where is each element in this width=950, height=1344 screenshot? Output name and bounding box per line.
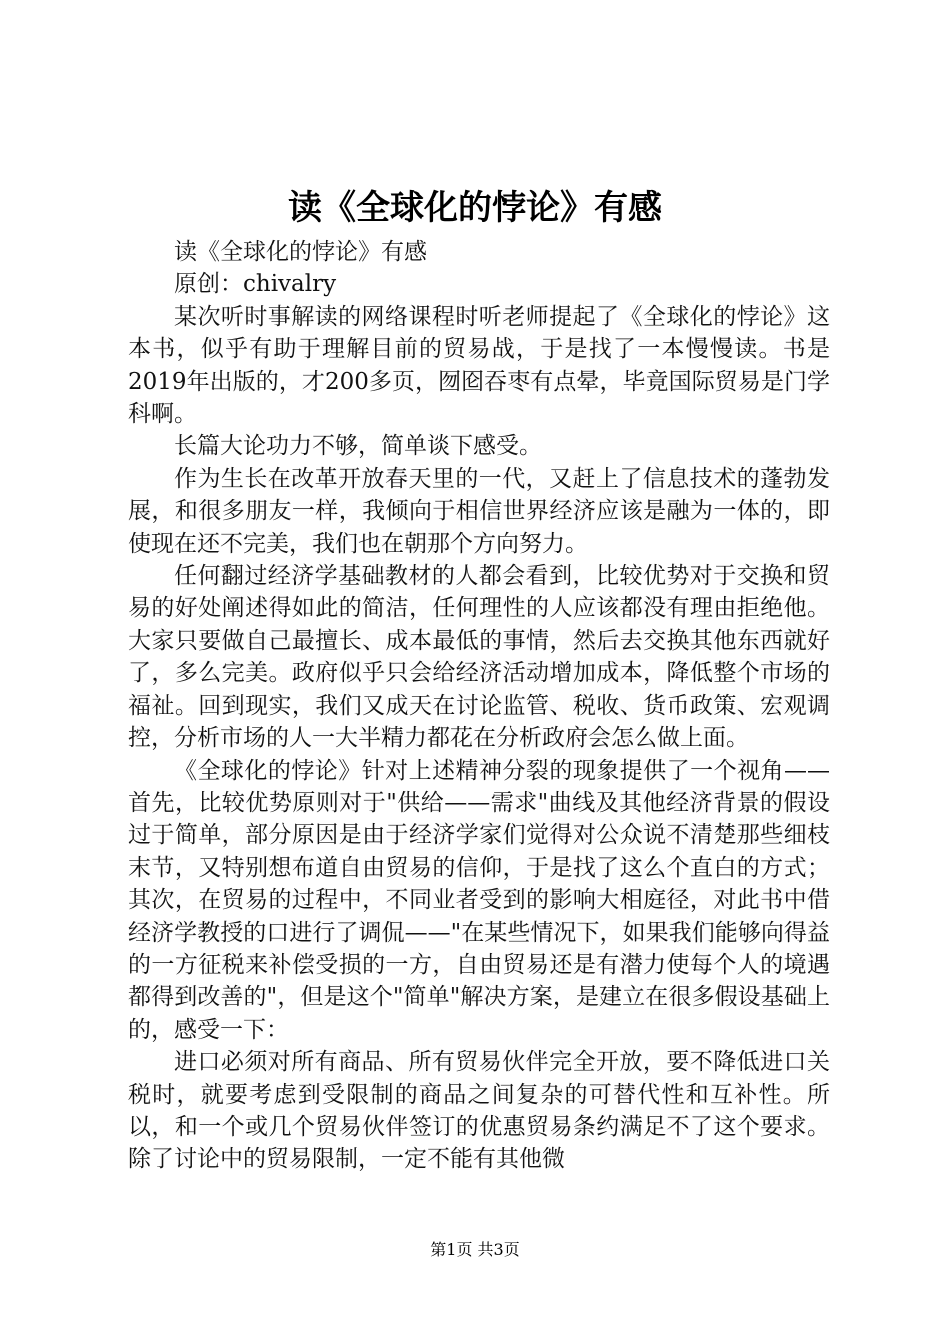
page-footer: 第1页 共3页 bbox=[430, 1240, 520, 1259]
paragraph: 任何翻过经济学基础教材的人都会看到，比较优势对于交换和贸易的好处阐述得如此的简洁，任何理性的人应该都没有理由拒绝他。大家只要做自己最擅长、成本最低的事情，然后去交换其他东西就好了，多么完美。政府似乎只会给经济活动增加成本，降低整个市场的福祉。回到现实，我们又成天在讨论监管、税收、货币政策、宏观调控，分析市场的人一大半精力都花在分析政府会怎么做上面。 bbox=[128, 563, 830, 752]
document-body bbox=[128, 236, 830, 1176]
document-title: 读《全球化的悖论》有感 bbox=[288, 188, 662, 228]
paragraph-subtitle: 读《全球化的悖论》有感 bbox=[174, 239, 427, 265]
paragraph: 长篇大论功力不够，简单谈下感受。 bbox=[174, 433, 542, 460]
paragraph: 《全球化的悖论》针对上述精神分裂的现象提供了一个视角——首先，比较优势原则对于"供给——需求"曲线及其他经济背景的假设过于简单，部分原因是由于经济学家们觉得对公众说不清楚那些细枝末节，又特别想布道自由贸易的信仰，于是找了这么个直白的方式；其次，在贸易的过程中，不同业者受到的影响大相庭径，对此书中借经济学教授的口进行了调侃——"在某些情况下，如果我们能够向得益的一方征税来补偿受损的一方，自由贸易还是有潜力使每个人的境遇都得到改善的"，但是这个"简单"解决方案，是建立在很多假设基础上的，感受一下： bbox=[128, 757, 830, 1043]
paragraph: 作为生长在改革开放春天里的一代，又赶上了信息技术的蓬勃发展，和很多朋友一样，我倾向于相信世界经济应该是融为一体的，即使现在还不完美，我们也在朝那个方向努力。 bbox=[128, 465, 830, 557]
paragraph: 某次听时事解读的网络课程时听老师提起了《全球化的悖论》这本书，似乎有助于理解目前的贸易战，于是找了一本慢慢读。书是2019年出版的，才200多页，囫囵吞枣有点晕，毕竟国际贸易是门学科啊。 bbox=[128, 303, 830, 428]
paragraph: 进口必须对所有商品、所有贸易伙伴完全开放，要不降低进口关税时，就要考虑到受限制的商品之间复杂的可替代性和互补性。所以，和一个或几个贸易伙伴签订的优惠贸易条约满足不了这个要求。除了讨论中的贸易限制，一定不能有其他微 bbox=[128, 1049, 830, 1173]
paragraph-author: 原创：chivalry bbox=[174, 271, 337, 298]
